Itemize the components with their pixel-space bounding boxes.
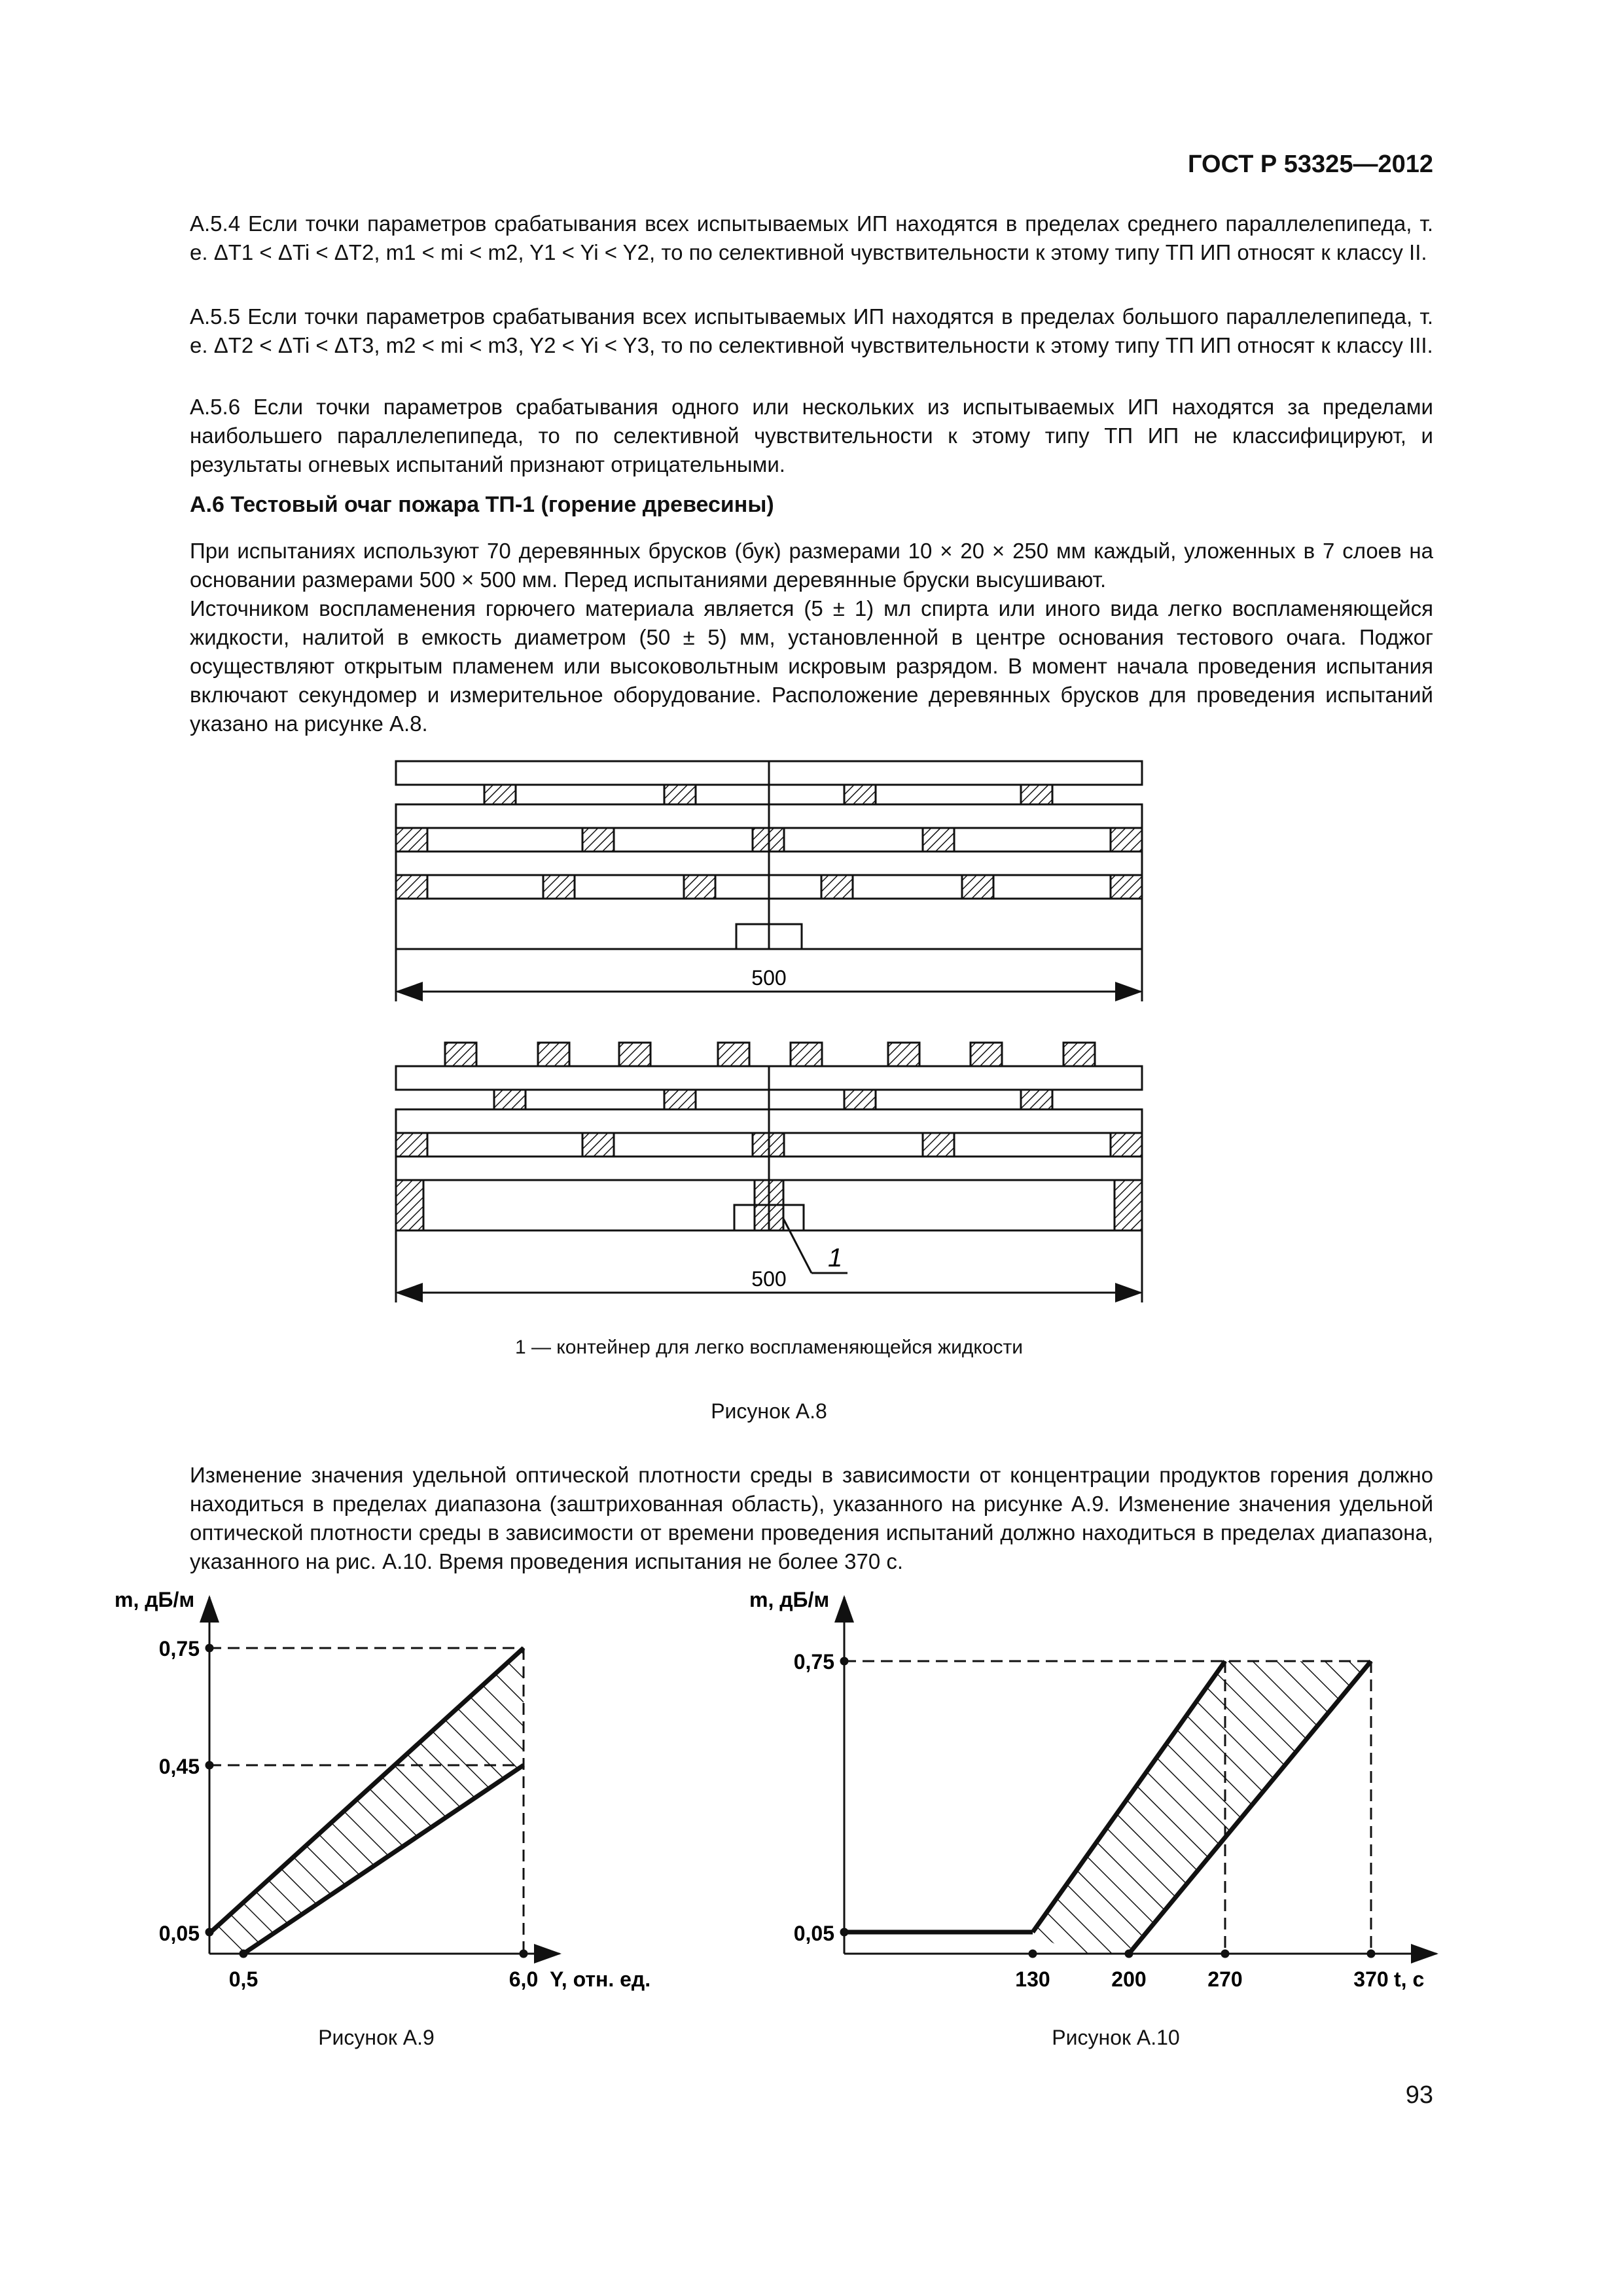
paragraph-a56-text: А.5.6 Если точки параметров срабатывания одного или нескольких из испытываемых ИП находятся за пределами наибольшего параллелепипеда, то по селективной чувствительности к этому типу ТП ИП не классифицируют, и результаты огневых испытаний признают отрицательными. [190, 395, 1433, 476]
figure-a8-legend: 1 — контейнер для легко воспламеняющейся жидкости [514, 1336, 1024, 1358]
figure-a10-xtick: 200 [1111, 1967, 1147, 1991]
paragraph-a55-text: А.5.5 Если точки параметров срабатывания всех испытываемых ИП находятся в пределах большого параллелепипеда, т. е. ΔT2 < ΔTi < ΔT3, m2 < mi < m3, Y2 < Yi < Y3, то по селективной чувствительности к этому типу ТП ИП относят к классу III. [190, 304, 1433, 357]
figure-a10-chart [840, 1597, 1436, 1958]
figure-a9-ytick: 0,75 [158, 1637, 200, 1660]
figure-a10-xtick: 130 [1015, 1967, 1050, 1991]
paragraph-after-figure-text: Изменение значения удельной оптической плотности среды в зависимости от концентрации продуктов горения должно находиться в пределах диапазона (заштрихованная область), указанного на рисунке А.9. Изменение значения удельной оптической плотности среды в зависимости от времени проведения испытаний должно находиться в пределах диапазона, указанного на рис. А.10. Время проведения испытания не более 370 с. [190, 1463, 1433, 1573]
paragraph-a6-1-text: При испытаниях используют 70 деревянных брусков (бук) размерами 10 × 20 × 250 мм каждый, уложенных в 7 слоев на основании размерами 500 × 500 мм. Перед испытаниями деревянные бруски высушивают. [190, 539, 1433, 592]
figure-a8-top [396, 761, 1142, 1001]
figure-a10-xtick: 370 [1353, 1967, 1389, 1991]
figure-a10-ytick: 0,05 [793, 1922, 834, 1945]
figure-a9-xtick: 6,0 [508, 1967, 539, 1991]
standard-header: ГОСТ Р 53325—2012 [1188, 151, 1433, 178]
figure-a10-ylabel: m, дБ/м [749, 1588, 830, 1611]
figure-a9-xlabel: Y, отн. ед. [550, 1967, 651, 1991]
figure-a9-chart [205, 1597, 560, 1958]
figure-a8-bottom [396, 1043, 1142, 1302]
figure-a10-xtick: 270 [1207, 1967, 1243, 1991]
figure-a8-dim-bottom: 500 [751, 1267, 787, 1291]
figure-a8-callout: 1 [828, 1244, 843, 1272]
figure-a9-ytick: 0,05 [158, 1922, 200, 1945]
figure-a10-caption: Рисунок А.10 [1052, 2026, 1180, 2049]
paragraph-after-figure [190, 1461, 1433, 1576]
figure-a10-xlabel: t, c [1394, 1967, 1425, 1991]
page-number: 93 [1405, 2081, 1433, 2109]
figure-a8-dim-top: 500 [751, 966, 787, 990]
section-a6-title: А.6 Тестовый очаг пожара ТП-1 (горение древесины) [190, 492, 774, 517]
figure-a9-caption: Рисунок А.9 [318, 2026, 435, 2049]
figure-a9-xtick: 0,5 [228, 1967, 259, 1991]
figure-a10-ytick: 0,75 [793, 1650, 834, 1674]
figure-a9-ylabel: m, дБ/м [115, 1588, 195, 1611]
paragraph-a6-2-text: Источником воспламенения горючего материала является (5 ± 1) мл спирта или иного вида легко воспламеняющейся жидкости, налитой в емкость диаметром (50 ± 5) мм, установленной в центре основания тестового очага. Поджог осуществляют открытым пламенем или высоковольтным искровым разрядом. В момент начала проведения испытания включают секундомер и измерительное оборудование. Расположение деревянных брусков для проведения испытаний указано на рисунке А.8. [190, 596, 1433, 736]
figure-a9-ytick: 0,45 [158, 1755, 200, 1778]
figure-a8-caption: Рисунок А.8 [711, 1399, 827, 1423]
paragraph-a54-text: А.5.4 Если точки параметров срабатывания всех испытываемых ИП находятся в пределах среднего параллелепипеда, т. е. ΔT1 < ΔTi < ΔT2, m1 < mi < m2, Y1 < Yi < Y2, то по селективной чувствительности к этому типу ТП ИП относят к классу II. [190, 211, 1433, 264]
